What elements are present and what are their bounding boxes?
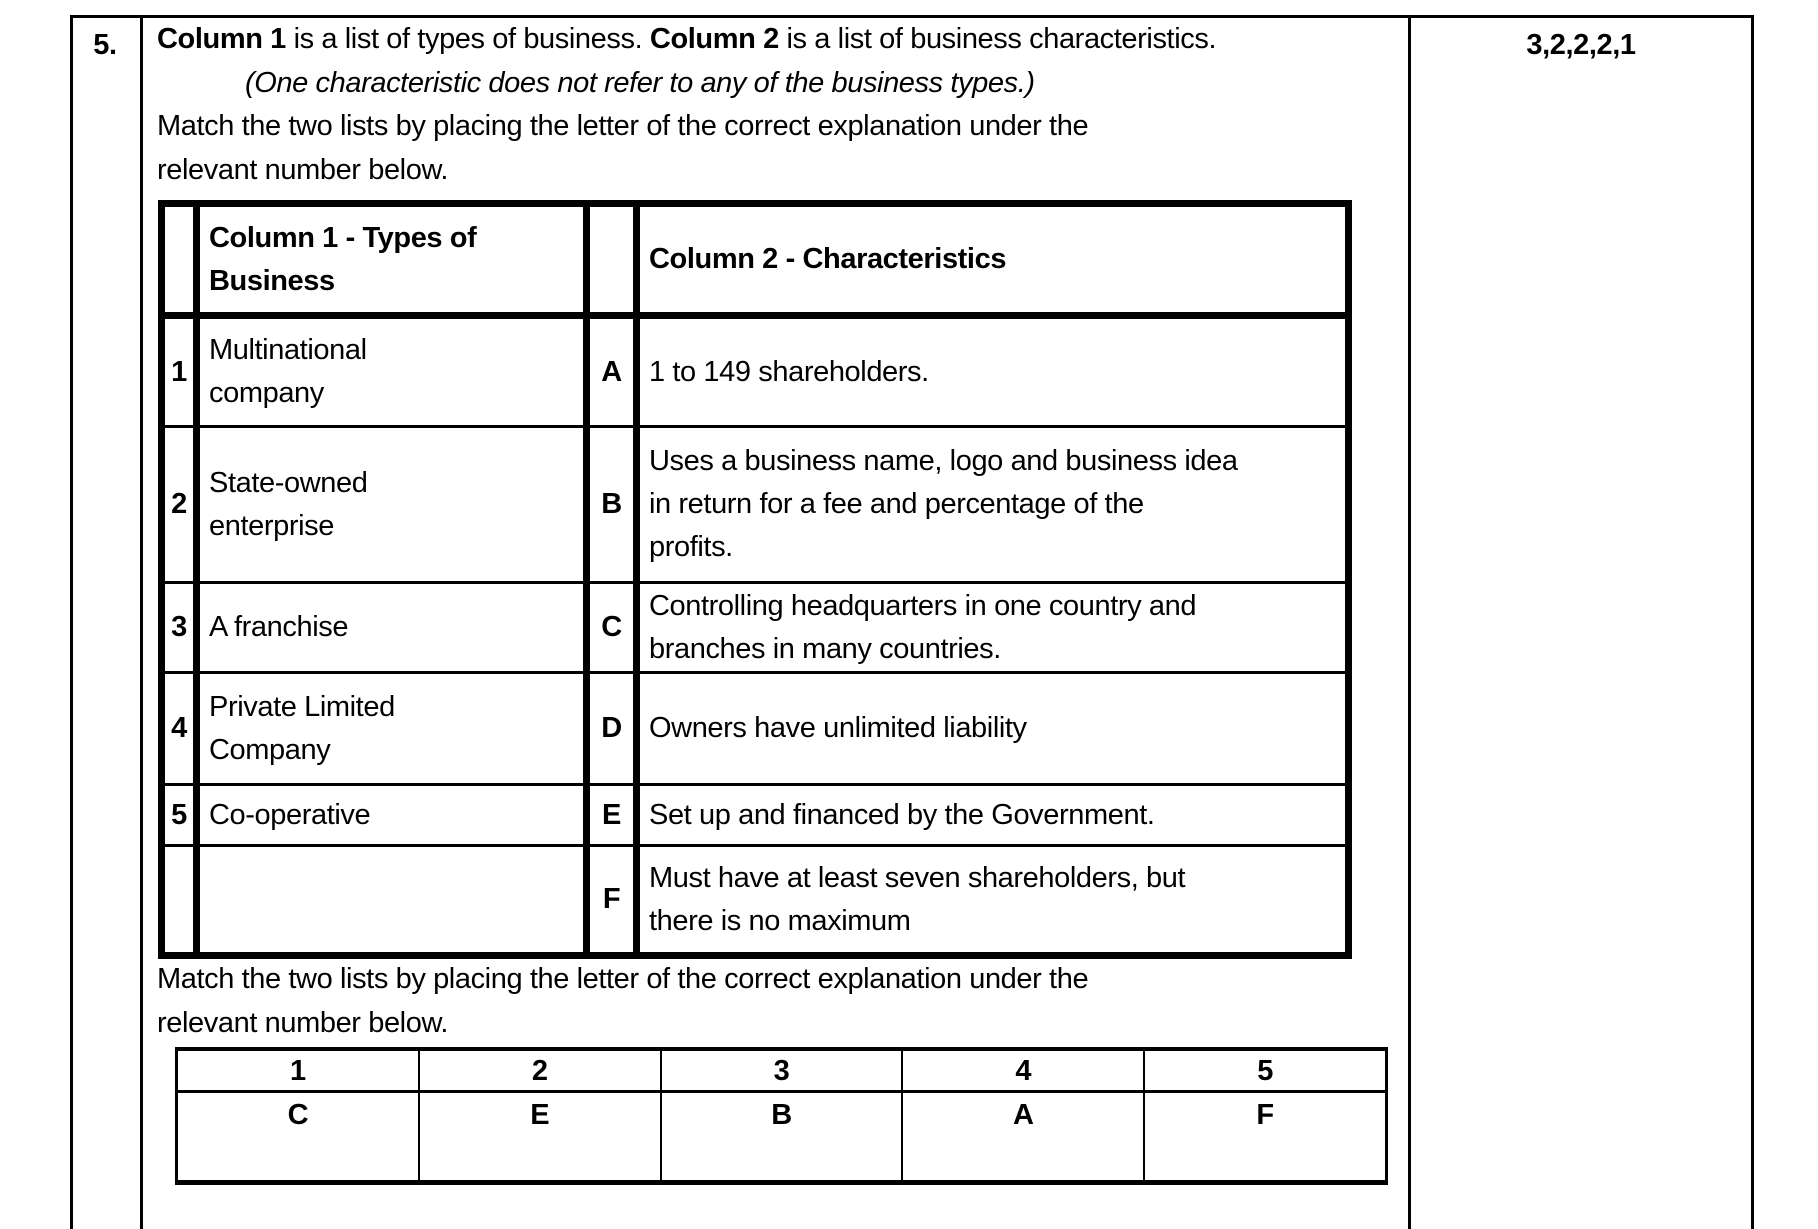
option-letter: B — [590, 428, 640, 581]
column1-header-line1: Column 1 - Types of — [209, 221, 477, 254]
table-row — [165, 847, 1345, 952]
table-row — [165, 786, 1345, 847]
characteristic — [640, 319, 1345, 425]
answer-cell: B — [662, 1093, 904, 1180]
intro-line-italic: (One characteristic does not refer to any of the business types.) — [245, 66, 1035, 99]
option-letter: D — [590, 674, 640, 783]
business-type-line: Multinational — [209, 334, 367, 366]
row-number: 4 — [165, 674, 200, 783]
table-row — [165, 428, 1345, 584]
outer-border-right — [1751, 15, 1754, 1229]
business-type — [200, 847, 590, 952]
marks-value: 3,2,2,2,1 — [1526, 29, 1636, 61]
characteristic-line: Must have at least seven shareholders, but — [649, 861, 1186, 894]
answer-table-header-row — [178, 1051, 1385, 1093]
business-type — [200, 786, 590, 844]
option-letter: C — [590, 584, 640, 671]
answer-cell: C — [178, 1093, 420, 1180]
instruction-line-2: relevant number below. — [157, 1006, 449, 1039]
marks-column-divider — [1408, 15, 1411, 1229]
column1-header — [200, 207, 590, 312]
column1-header-line2: Business — [209, 264, 335, 297]
answer-header-cell: 1 — [178, 1051, 420, 1090]
matching-table-header-row — [165, 207, 1345, 319]
characteristic-line: Set up and financed by the Government. — [649, 798, 1155, 831]
characteristic — [640, 786, 1345, 844]
question-number-divider — [140, 15, 143, 1229]
table-row — [165, 319, 1345, 428]
characteristic-line: Uses a business name, logo and business idea — [649, 445, 1238, 477]
characteristic — [640, 847, 1345, 952]
business-type-line: Private Limited — [209, 690, 395, 723]
row-number — [165, 847, 200, 952]
characteristic-line: branches in many countries. — [649, 632, 1001, 665]
characteristic — [640, 428, 1345, 581]
answer-cell: A — [903, 1093, 1145, 1180]
answer-table-answer-row — [178, 1093, 1385, 1180]
intro-line-4: relevant number below. — [157, 153, 449, 186]
row-number: 3 — [165, 584, 200, 671]
answer-cell: F — [1256, 1099, 1274, 1131]
column2-header — [640, 207, 1345, 312]
table-row — [165, 674, 1345, 786]
business-type — [200, 319, 590, 425]
characteristic — [640, 674, 1345, 783]
business-type-line: enterprise — [209, 509, 334, 542]
intro-text-2: is a list of business characteristics. — [778, 23, 1217, 55]
characteristic-line: profits. — [649, 531, 733, 563]
answer-header-cell: 2 — [420, 1051, 662, 1090]
intro-line-1 — [157, 18, 1387, 62]
business-type-line: company — [209, 377, 324, 409]
business-type-line: State-owned — [209, 466, 368, 499]
intro-line-3: Match the two lists by placing the letter of the correct explanation under the — [157, 110, 1089, 142]
intro-bold-column1: Column 1 — [157, 23, 286, 55]
business-type-line: Company — [209, 733, 331, 766]
business-type — [200, 584, 590, 671]
header-number-cell — [165, 207, 200, 312]
instruction-line-1: Match the two lists by placing the letter of the correct explanation under the — [157, 963, 1089, 995]
row-number: 1 — [165, 319, 200, 425]
characteristic-line: Owners have unlimited liability — [649, 712, 1027, 744]
question-instruction — [157, 958, 1387, 1045]
business-type — [200, 674, 590, 783]
header-letter-cell — [590, 207, 640, 312]
outer-border-left — [70, 15, 73, 1229]
business-type-line: A franchise — [209, 611, 349, 643]
option-letter: A — [590, 319, 640, 425]
business-type — [200, 428, 590, 581]
answer-header-cell: 5 — [1257, 1054, 1273, 1087]
intro-bold-column2: Column 2 — [649, 23, 779, 55]
characteristic-line: there is no maximum — [649, 904, 911, 937]
option-letter: E — [590, 786, 640, 844]
characteristic-line: Controlling headquarters in one country and — [649, 589, 1197, 622]
option-letter: F — [590, 847, 640, 952]
business-type-line: Co-operative — [209, 798, 371, 831]
characteristic — [640, 584, 1345, 671]
answer-header-cell: 4 — [903, 1051, 1145, 1090]
answer-header-cell: 3 — [662, 1051, 904, 1090]
question-intro — [157, 18, 1387, 192]
row-number: 5 — [165, 786, 200, 844]
column2-header-line1: Column 2 - Characteristics — [649, 243, 1007, 275]
question-number: 5. — [93, 29, 117, 61]
row-number: 2 — [165, 428, 200, 581]
answer-table — [175, 1047, 1388, 1185]
characteristic-line: 1 to 149 shareholders. — [649, 355, 929, 388]
intro-text-1: is a list of types of business. — [285, 23, 650, 55]
table-row — [165, 584, 1345, 674]
answer-cell: E — [420, 1093, 662, 1180]
characteristic-line: in return for a fee and percentage of the — [649, 488, 1144, 520]
matching-table — [158, 200, 1352, 959]
